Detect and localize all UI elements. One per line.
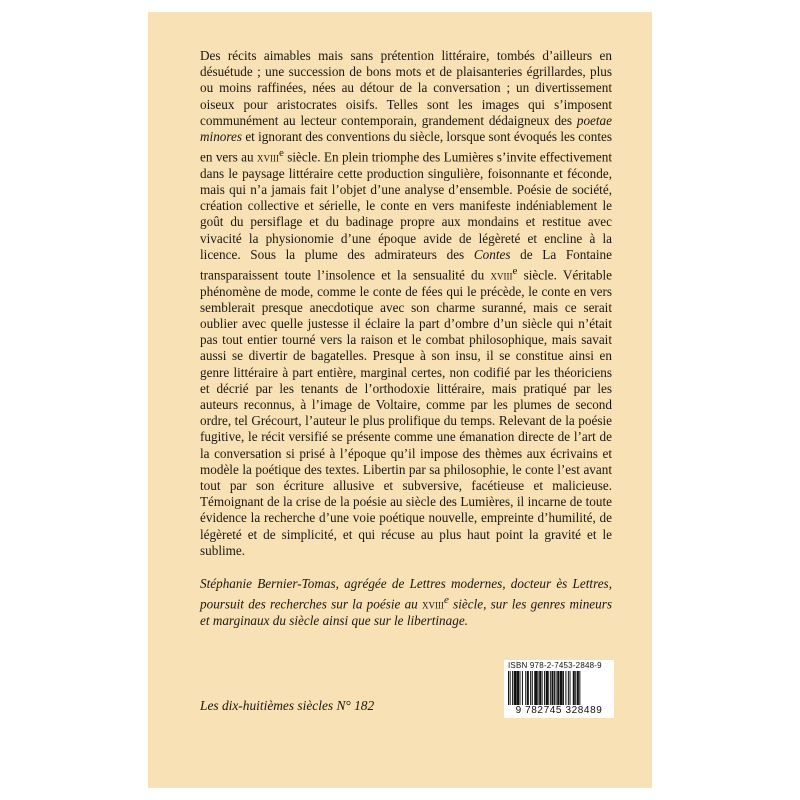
- barcode-bar: [527, 671, 529, 705]
- blurb-text: siècle. En plein triomphe des Lumières s’invite effectivement dans le paysage littéraire cette production singulière, foisonnante et féconde, mais qui n’a jamais fait l’objet d’une analyse d’ensemble. Poésie de société, création collective et sérielle, le conte en vers manifeste indéniablement le goût du persiflage et du badinage propre aux mondains et restitue avec vivacité la physionomie d’une époque avide de légèreté et encline à la licence. Sous la plume des admirateurs des: [200, 149, 612, 262]
- barcode-bar: [530, 671, 531, 705]
- barcode-bar: [519, 671, 520, 705]
- barcode-bar: [539, 671, 541, 705]
- poetae-minores-term: poetae minores: [200, 112, 612, 145]
- barcode-bar: [551, 671, 553, 705]
- blurb-text: siècle. Véritable phénomène de mode, comme le conte de fées qui le précède, le conte en vers semblerait presque anecdotique avec son charme suranné, mais ce serait oublier avec quelle justesse il éclaire la part d’ombre d’un siècle qui n’était pas tout entier tourné vers la raison et le combat philosophique, mais savait aussi se divertir de bagatelles. Presque à son insu, il se constitue ainsi en genre littéraire à part entière, marginal certes, non codifié par les théoriciens et décrié par les tenants de l’orthodoxie littéraire, mais pratiqué par les auteurs reconnus, à l’image de Voltaire, comme par les plumes de second ordre, tel Grécourt, l’auteur le plus prolifique du temps. Relevant de la poésie fugitive, le récit versifié se présente comme une émanation directe de l’art de la conversation si prisé à l’époque qu’il impose des thèmes aux écrivains et modèle la poétique des textes. Libertin par sa philosophie, le conte l’est avant tout par son écriture allusive et subversive, facétieuse et malicieuse. Témoignant de la crise de la poésie au siècle des Lumières, il incarne de toute évidence la recherche d’une voie poétique nouvelle, empreinte d’humilité, de légèreté et de simplicité, et qui récuse au plus haut point la gravité et le sublime.: [200, 267, 612, 558]
- blurb-text: et ignorant des conventions du siècle, lorsque sont évoqués les contes en vers au: [200, 129, 612, 165]
- blurb-paragraph: [200, 48, 612, 559]
- series-label: Les dix-huitièmes siècles N° 182: [200, 698, 375, 713]
- barcode-bar: [550, 671, 551, 705]
- blurb-text: de La Fontaine transparaissent toute l’insolence et la sensualité du: [200, 246, 612, 283]
- barcode-bar: [575, 671, 576, 705]
- barcode-bar: [546, 671, 549, 705]
- barcode-bar: [577, 671, 579, 705]
- century-superscript: e: [278, 147, 284, 160]
- century-superscript: e: [444, 594, 449, 607]
- barcode-bar: [563, 671, 564, 705]
- barcode-bar: [538, 671, 539, 705]
- barcode-bar: [556, 671, 557, 705]
- isbn-label: ISBN 978-2-7453-2848-9: [508, 661, 602, 670]
- barcode-bar: [542, 671, 543, 705]
- barcode-bar: [579, 671, 580, 705]
- barcode-bar: [517, 671, 519, 705]
- barcode-bar: [570, 671, 571, 705]
- barcode-bar: [512, 671, 513, 705]
- barcode-bar: [522, 671, 523, 705]
- century-numeral: xviii: [490, 267, 513, 283]
- barcode-bar: [568, 671, 569, 705]
- contes-title: Contes: [473, 246, 511, 262]
- isbn-barcode-block: [504, 660, 614, 718]
- barcode-bar: [508, 671, 509, 705]
- century-numeral: xviii: [256, 149, 279, 165]
- bio-text: Stéphanie Bernier-Tomas, agrégée de Lettres modernes, docteur ès Lettres, poursuit des recherches sur la poésie au: [200, 576, 612, 612]
- bio-text: siècle, sur les genres mineurs et marginaux du siècle ainsi que sur le libertinage.: [200, 596, 613, 628]
- century-numeral: xviii: [422, 596, 444, 612]
- barcode-bar: [565, 671, 566, 705]
- barcode-bar: [534, 671, 537, 705]
- barcode-bar: [514, 671, 517, 705]
- century-superscript: e: [512, 265, 518, 278]
- barcode-bar: [557, 671, 559, 705]
- barcode-bar: [510, 671, 511, 705]
- barcode-icon: [508, 671, 610, 705]
- barcode-bar: [560, 671, 563, 705]
- barcode-bar: [554, 671, 555, 705]
- barcode-bar: [532, 671, 533, 705]
- barcode-bar: [573, 671, 575, 705]
- barcode-digits: 9 782745 328489: [515, 705, 603, 716]
- author-bio: [200, 576, 612, 629]
- barcode-bar: [525, 671, 526, 705]
- barcode-bar: [544, 671, 545, 705]
- blurb-text: Des récits aimables mais sans prétention littéraire, tombés d’ailleurs en désuétude ; une succession de bons mots et de plaisanteries égrillardes, plus ou moins raffinées, nées au détour de la conversation ; un divertissement oiseux pour aristocrates oisifs. Telles sont les images qui s’imposent communément au lecteur contemporain, grandement dédaigneux des: [200, 48, 612, 128]
